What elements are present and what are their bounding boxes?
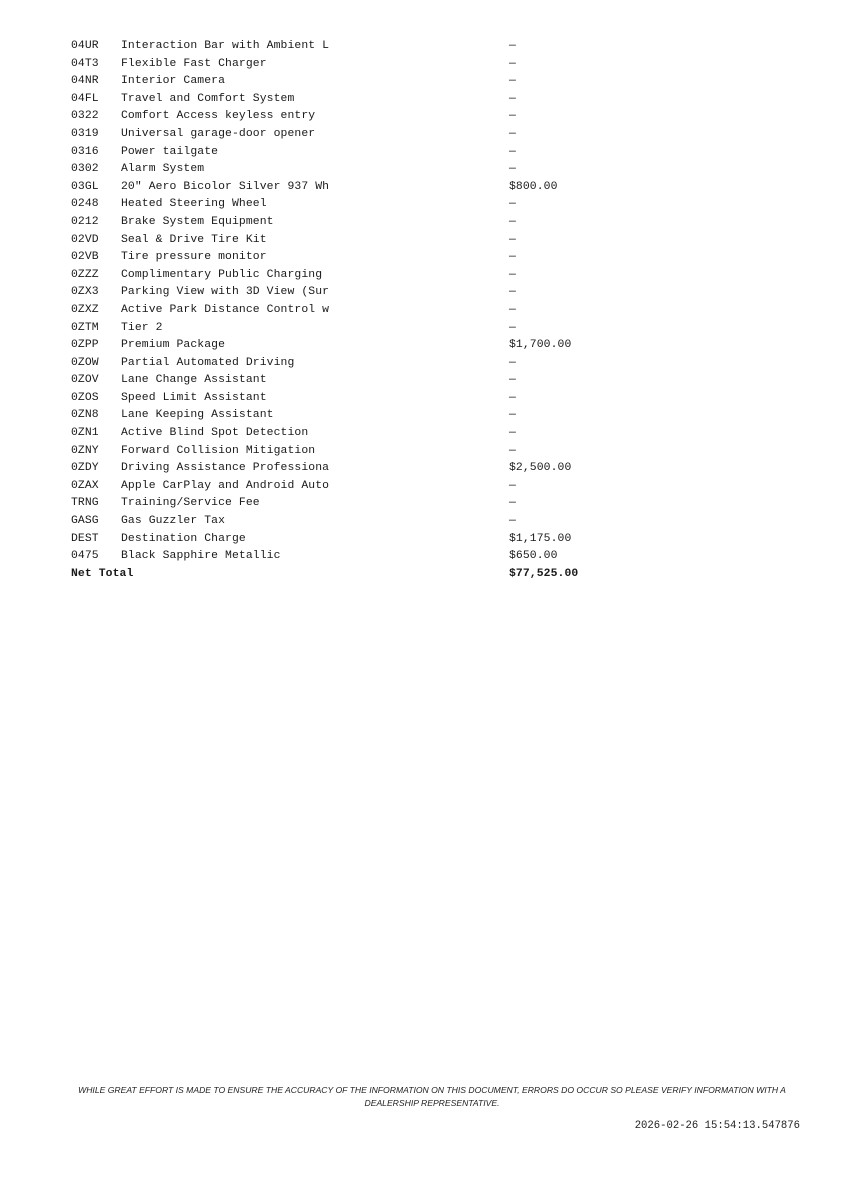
item-description: Lane Change Assistant (121, 374, 267, 387)
item-price: — (509, 92, 516, 105)
item-price: — (509, 497, 516, 510)
item-description: Comfort Access keyless entry (121, 110, 316, 123)
list-item (71, 249, 631, 267)
item-price: — (509, 127, 516, 140)
item-code: 0ZDY (71, 462, 99, 475)
list-item (71, 232, 631, 250)
item-description: Premium Package (121, 339, 226, 352)
list-item (71, 73, 631, 91)
item-code: 0ZTM (71, 321, 99, 334)
item-price: — (509, 110, 516, 123)
item-price: — (509, 286, 516, 299)
list-item (71, 355, 631, 373)
item-code: 0248 (71, 198, 99, 211)
item-price: — (509, 515, 516, 528)
item-description: Speed Limit Assistant (121, 391, 267, 404)
item-description: Interior Camera (121, 75, 226, 88)
item-price: $800.00 (509, 180, 558, 193)
item-description: Heated Steering Wheel (121, 198, 267, 211)
net-total-value: $77,525.00 (509, 567, 579, 580)
item-price: — (509, 444, 516, 457)
option-items-list (71, 38, 631, 583)
item-code: 04NR (71, 75, 99, 88)
item-price: $650.00 (509, 550, 558, 563)
list-item (71, 56, 631, 74)
item-code: 03GL (71, 180, 99, 193)
item-description: Complimentary Public Charging (121, 268, 323, 281)
net-total-row (71, 566, 631, 584)
item-code: 0ZPP (71, 339, 99, 352)
item-description: Power tailgate (121, 145, 219, 158)
item-code: 0ZOV (71, 374, 99, 387)
list-item (71, 38, 631, 56)
list-item (71, 91, 631, 109)
item-code: 0475 (71, 550, 99, 563)
list-item (71, 407, 631, 425)
item-code: 0ZZZ (71, 268, 99, 281)
item-code: 0316 (71, 145, 99, 158)
item-description: Travel and Comfort System (121, 92, 295, 105)
item-description: Destination Charge (121, 532, 246, 545)
item-description: Apple CarPlay and Android Auto (121, 479, 330, 492)
item-price: — (509, 233, 516, 246)
item-code: 0212 (71, 215, 99, 228)
item-description: Interaction Bar with Ambient L (121, 40, 330, 52)
item-price: — (509, 268, 516, 281)
list-item (71, 284, 631, 302)
item-code: 0ZAX (71, 479, 99, 492)
list-item (71, 337, 631, 355)
item-price: — (509, 374, 516, 387)
item-description: Partial Automated Driving (121, 356, 295, 369)
item-code: 02VB (71, 251, 99, 264)
item-description: Forward Collision Mitigation (121, 444, 316, 457)
item-price: — (509, 145, 516, 158)
list-item (71, 425, 631, 443)
list-item (71, 214, 631, 232)
list-item (71, 179, 631, 197)
item-code: DEST (71, 532, 99, 545)
list-item (71, 267, 631, 285)
item-code: 0ZXZ (71, 303, 99, 316)
list-item (71, 478, 631, 496)
list-item (71, 495, 631, 513)
item-description: 20" Aero Bicolor Silver 937 Wh (121, 180, 330, 193)
item-description: Active Blind Spot Detection (121, 427, 309, 440)
item-price: — (509, 303, 516, 316)
item-price: — (509, 321, 516, 334)
item-price: — (509, 356, 516, 369)
item-code: 0ZN1 (71, 427, 99, 440)
print-timestamp: 2026-02-26 15:54:13.547876 (634, 1120, 800, 1132)
item-code: 0ZX3 (71, 286, 99, 299)
item-description: Active Park Distance Control w (121, 303, 330, 316)
item-code: 04UR (71, 40, 99, 52)
item-description: Alarm System (121, 163, 205, 176)
item-code: 0319 (71, 127, 99, 140)
net-total-label: Net Total (71, 567, 134, 580)
item-description: Lane Keeping Assistant (121, 409, 274, 422)
item-price: — (509, 57, 516, 70)
item-description: Universal garage-door opener (121, 127, 316, 140)
list-item (71, 513, 631, 531)
list-item (71, 390, 631, 408)
item-price: $1,175.00 (509, 532, 572, 545)
item-price: — (509, 409, 516, 422)
item-price: — (509, 75, 516, 88)
item-code: GASG (71, 515, 99, 528)
item-code: 0ZN8 (71, 409, 99, 422)
item-price: — (509, 391, 516, 404)
item-code: 0302 (71, 163, 99, 176)
item-description: Parking View with 3D View (Sur (121, 286, 330, 299)
item-description: Tire pressure monitor (121, 251, 267, 264)
item-price: — (509, 251, 516, 264)
list-item (71, 161, 631, 179)
item-description: Gas Guzzler Tax (121, 515, 226, 528)
item-code: 0322 (71, 110, 99, 123)
disclaimer-text: WHILE GREAT EFFORT IS MADE TO ENSURE THE ACCURACY OF THE INFORMATION ON THIS DOCUMENT, ERRORS DO OCCUR SO PLEASE VERIFY INFORMATION WITH A DEALERSHIP REPRESENTATIVE. (78, 1085, 786, 1108)
item-code: 0ZNY (71, 444, 99, 457)
list-item (71, 548, 631, 566)
item-price: $1,700.00 (509, 339, 572, 352)
item-description: Training/Service Fee (121, 497, 260, 510)
item-description: Flexible Fast Charger (121, 57, 267, 70)
list-item (71, 320, 631, 338)
list-item (71, 531, 631, 549)
list-item (71, 460, 631, 478)
item-code: 0ZOS (71, 391, 99, 404)
item-code: 04T3 (71, 57, 99, 70)
item-price: — (509, 40, 516, 52)
item-price: — (509, 215, 516, 228)
item-price: — (509, 198, 516, 211)
item-description: Seal & Drive Tire Kit (121, 233, 267, 246)
item-code: TRNG (71, 497, 99, 510)
list-item (71, 302, 631, 320)
item-description: Black Sapphire Metallic (121, 550, 281, 563)
list-item (71, 372, 631, 390)
item-price: — (509, 163, 516, 176)
item-description: Brake System Equipment (121, 215, 274, 228)
list-item (71, 108, 631, 126)
item-price: — (509, 427, 516, 440)
list-item (71, 126, 631, 144)
list-item (71, 144, 631, 162)
item-description: Driving Assistance Professiona (121, 462, 330, 475)
item-price: — (509, 479, 516, 492)
item-code: 02VD (71, 233, 99, 246)
item-description: Tier 2 (121, 321, 163, 334)
item-code: 0ZOW (71, 356, 99, 369)
item-price: $2,500.00 (509, 462, 572, 475)
list-item (71, 443, 631, 461)
item-code: 04FL (71, 92, 99, 105)
list-item (71, 196, 631, 214)
